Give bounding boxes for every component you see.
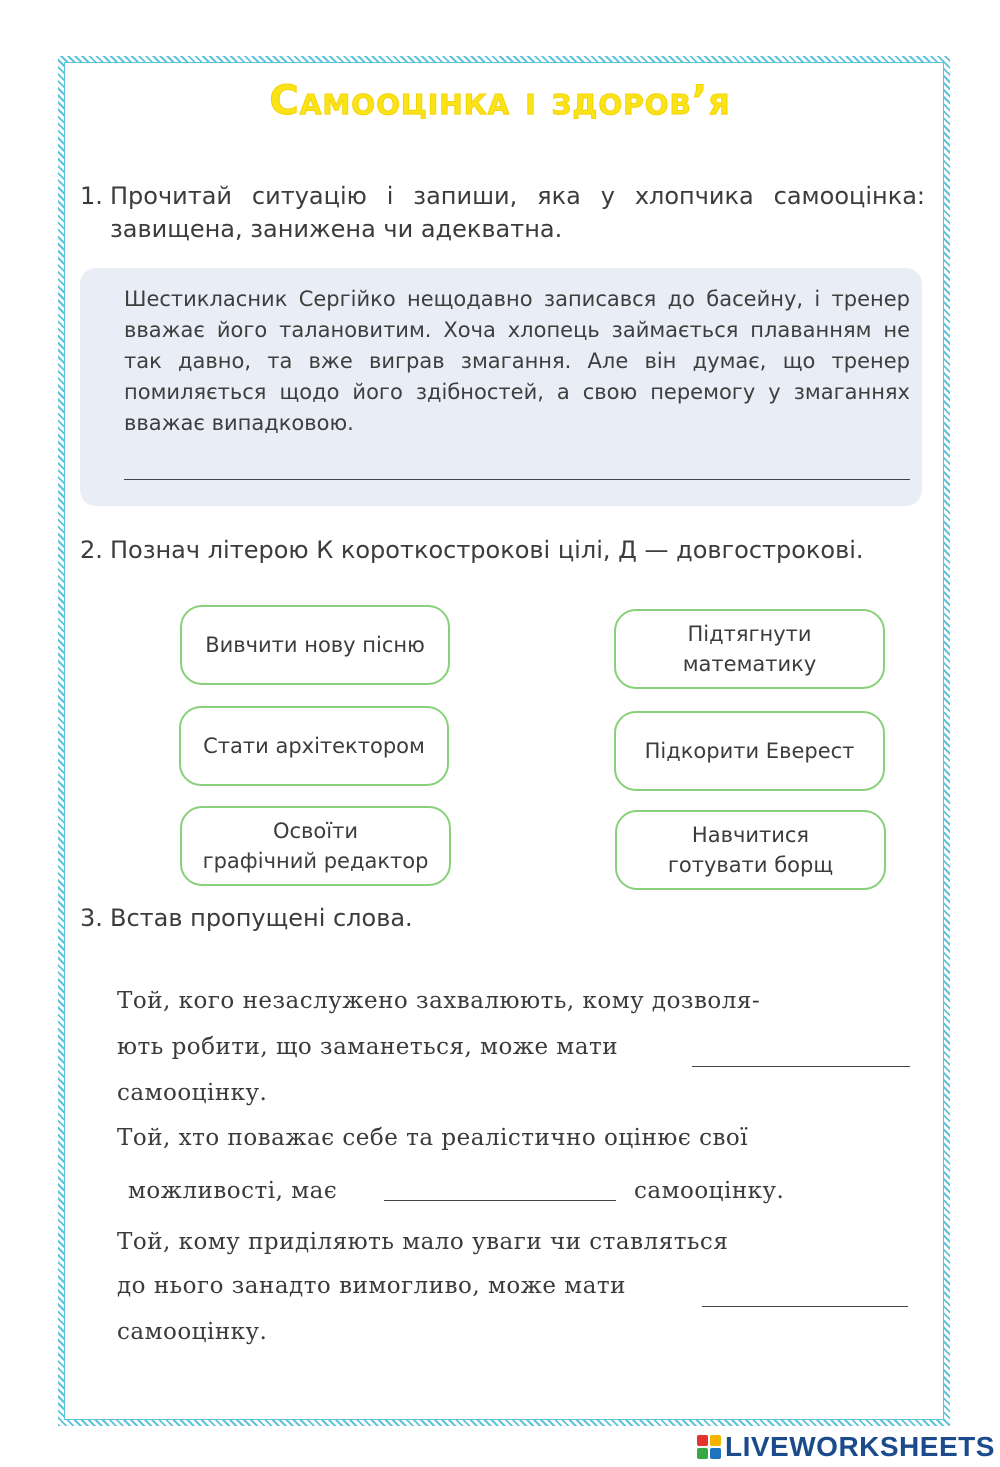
goal-card[interactable]: [615, 810, 886, 890]
scenario-text: Шестикласник Сергійко нещодавно записався до басейну, і тренер вважає його талановитим. Хоча хлопець займається плаванням не так давно, та вже виграв змагання. Але він думає, що тренер помиляється щодо його здібностей, а свою перемогу у змаганнях вважає випадковою.: [124, 287, 910, 435]
fill-text-line: самооцінку.: [117, 1319, 268, 1345]
goal-card[interactable]: [614, 711, 885, 791]
blank-2[interactable]: [384, 1200, 616, 1201]
goal-card[interactable]: [179, 706, 449, 786]
answer-line-task-1[interactable]: [124, 479, 910, 480]
goal-text-line-2: готувати борщ: [667, 853, 834, 877]
goal-text-line-1: Навчитися: [691, 823, 810, 847]
task-1-line-2: завищена, занижена чи адекватна.: [110, 215, 563, 243]
fill-text-line: ють робити, що заманеться, може мати: [117, 1034, 619, 1060]
goal-text-line-1: Підкорити Еверест: [644, 739, 855, 763]
task-1-number: 1.: [80, 182, 103, 210]
logo-badge-icon: [697, 1435, 721, 1459]
goal-card[interactable]: [180, 806, 451, 886]
fill-text-line: Той, хто поважає себе та реалістично оцінює свої: [117, 1125, 749, 1151]
task-2-instruction: [80, 534, 925, 567]
blank-1[interactable]: [692, 1066, 910, 1067]
fill-text-line: Той, кому приділяють мало уваги чи ставляться: [117, 1229, 729, 1255]
fill-text-line: до нього занадто вимогливо, може мати: [117, 1273, 626, 1299]
fill-text-line: самооцінку.: [117, 1080, 268, 1106]
liveworksheets-logo: [697, 1430, 995, 1464]
goal-text-line-1: Вивчити нову пісню: [205, 633, 425, 657]
fill-text-line: Той, кого незаслужено захвалюють, кому дозволя-: [117, 988, 761, 1014]
task-1-line-1: Прочитай ситуацію і запиши, яка у хлопчика самооцінка:: [110, 182, 925, 210]
fill-text-line: самооцінку.: [634, 1178, 785, 1204]
goal-card[interactable]: [614, 609, 885, 689]
goal-text-line-2: графічний редактор: [202, 849, 429, 873]
scenario-box: [80, 268, 922, 506]
goal-text-line-1: Підтягнути: [687, 622, 812, 646]
task-3-instruction: [80, 902, 925, 935]
fill-text-line: можливості, має: [128, 1178, 338, 1204]
logo-text: LIVEWORKSHEETS: [725, 1431, 995, 1462]
task-3-text: Встав пропущені слова.: [110, 904, 413, 932]
goal-card[interactable]: [180, 605, 450, 685]
goal-text-line-1: Освоїти: [272, 819, 358, 843]
task-2-text: Познач літерою К короткострокові цілі, Д — довгострокові.: [110, 536, 864, 564]
task-3-number: 3.: [80, 904, 103, 932]
worksheet-title: Самооцінка і здоров’я: [269, 78, 731, 124]
goal-text-line-2: математику: [682, 652, 817, 676]
task-1-instruction: [80, 180, 925, 246]
blank-3[interactable]: [702, 1306, 908, 1307]
goal-text-line-1: Стати архітектором: [203, 734, 425, 758]
task-2-number: 2.: [80, 536, 103, 564]
